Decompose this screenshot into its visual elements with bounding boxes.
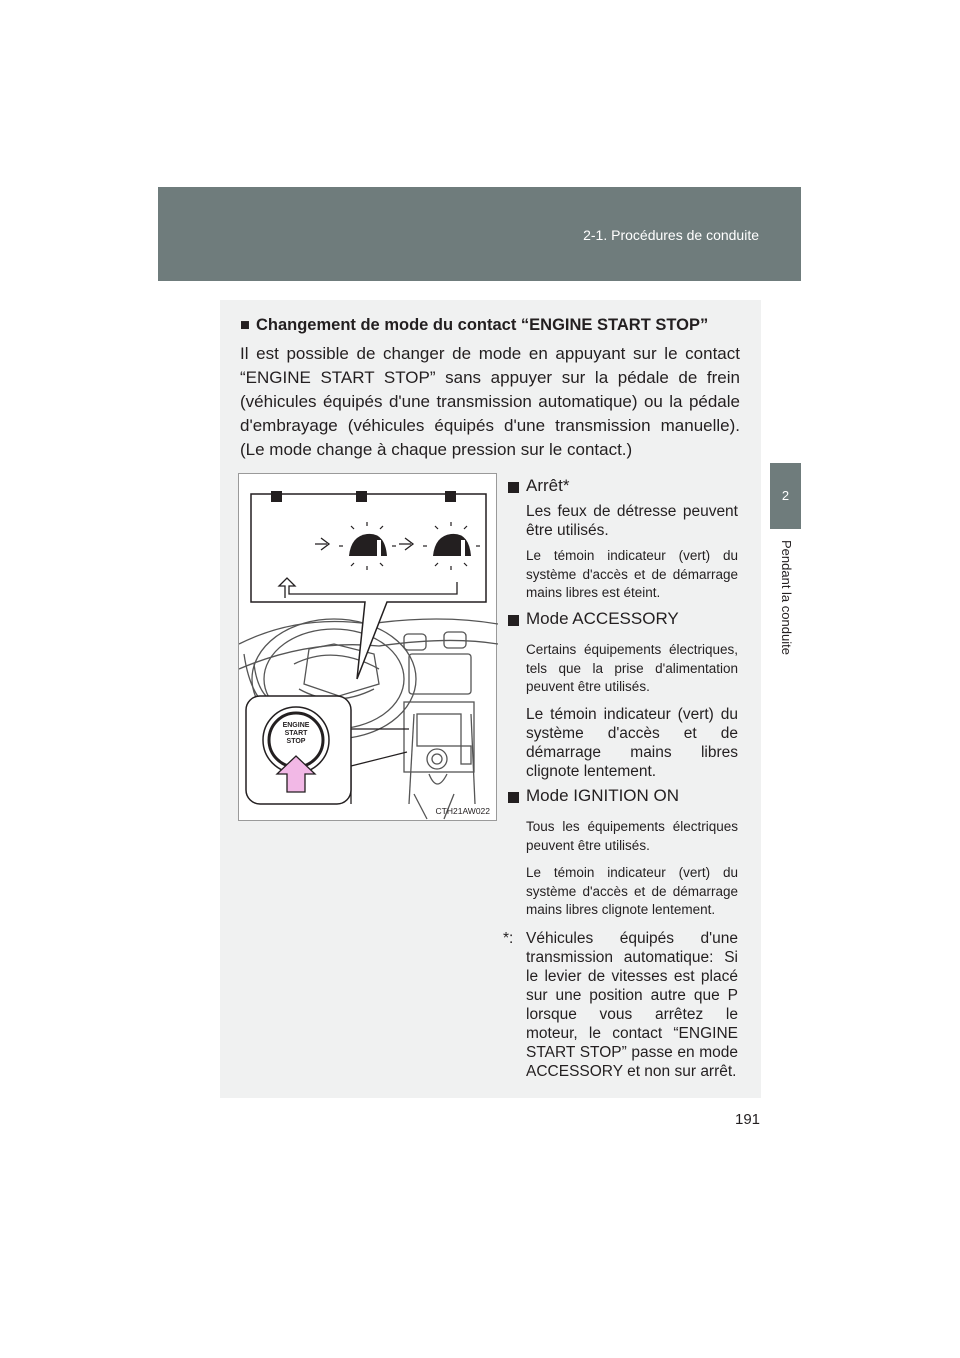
figure-code: CTH21AW022	[435, 806, 490, 816]
section-title	[240, 316, 750, 335]
page-number: 191	[735, 1111, 761, 1128]
step-2-desc-2: Le témoin indicateur (vert) du système d'accès et de démarrage mains libres clignote lentement.	[526, 706, 738, 780]
step-2-desc-1: Certains équipements électriques, tels que la prise d'alimentation peuvent être utilisés.	[526, 642, 738, 694]
ignition-figure	[238, 473, 497, 821]
step-number-1-icon	[508, 482, 519, 493]
section-title-text: Changement de mode du contact “ENGINE START STOP”	[255, 316, 709, 334]
button-text-line: ENGINE	[282, 722, 310, 729]
square-bullet-icon: ■	[240, 316, 250, 334]
button-text-line: STOP	[286, 738, 306, 745]
step-1-desc-1: Les feux de détresse peuvent être utilisés.	[526, 503, 738, 539]
callout-square-1	[271, 491, 282, 502]
footnote-text: Véhicules équipés d'une transmission automatique: Si le levier de vitesses est placé sur une position autre que P lorsque vous arrêtez le moteur, le contact “ENGINE START STOP” passe en mode ACCESSORY et non sur arrêt.	[526, 930, 738, 1080]
step-heading-1: Arrêt*	[526, 476, 570, 495]
callout-square-2	[356, 491, 367, 502]
header-title: 2-1. Procédures de conduite	[583, 227, 759, 243]
callout-square-3	[445, 491, 456, 502]
step-3-desc-1: Tous les équipements électriques peuvent être utilisés.	[526, 819, 738, 853]
footnote	[503, 929, 738, 1081]
engine-start-button-label	[275, 722, 317, 746]
chapter-label: Pendant la conduite	[779, 540, 794, 655]
step-number-2-icon	[508, 615, 519, 626]
chapter-tab: 2	[770, 463, 801, 529]
intro-paragraph: Il est possible de changer de mode en appuyant sur le contact “ENGINE START STOP” sans appuyer sur la pédale de frein (véhicules équipés d'une transmission automatique) ou la pédale d'embrayage (véhicules équipés d'une transmission manuelle). (Le mode change à chaque pression sur le contact.)	[240, 344, 740, 459]
step-3-desc-2: Le témoin indicateur (vert) du système d'accès et de démarrage mains libres clignote lentement.	[526, 865, 738, 917]
step-heading-3: Mode IGNITION ON	[526, 786, 680, 805]
dashboard-illustration	[239, 474, 498, 822]
button-text-line: START	[284, 730, 308, 737]
footnote-mark: *:	[503, 930, 514, 947]
step-number-3-icon	[508, 792, 519, 803]
step-heading-2: Mode ACCESSORY	[526, 609, 679, 628]
header-band	[158, 187, 801, 281]
step-1-desc-2: Le témoin indicateur (vert) du système d'accès et de démarrage mains libres est éteint.	[526, 548, 738, 600]
